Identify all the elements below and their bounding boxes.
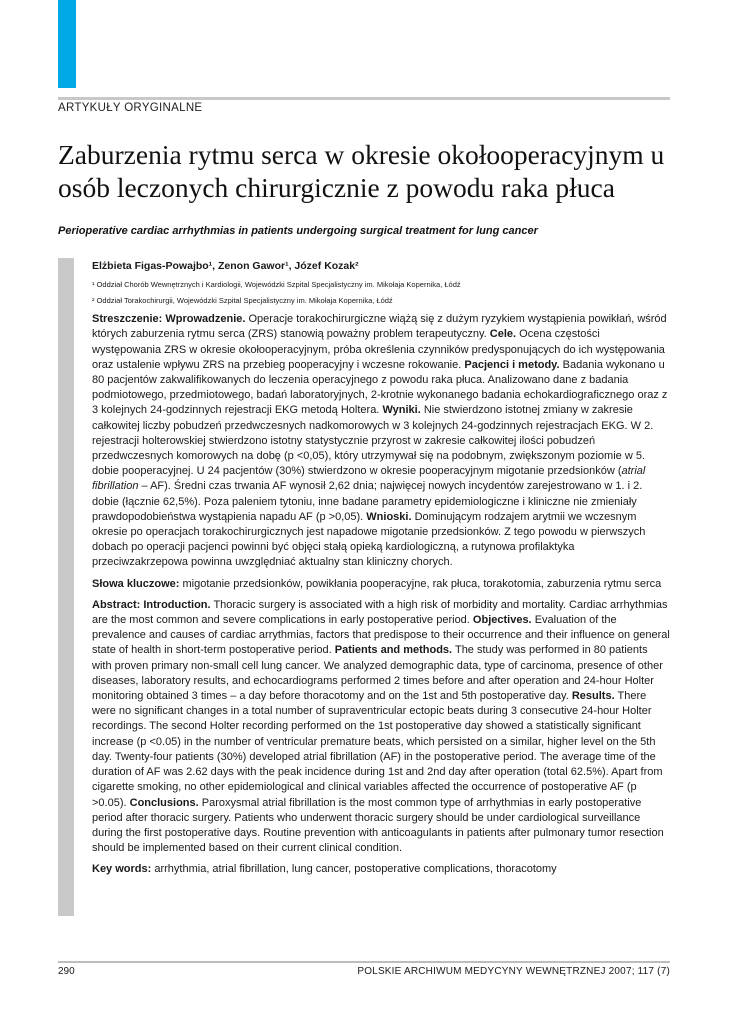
section-label: ARTYKUŁY ORYGINALNE <box>58 102 203 114</box>
english-title: Perioperative cardiac arrhythmias in patients undergoing surgical treatment for lung cancer <box>58 225 538 237</box>
en-heading-objectives: Objectives. <box>472 614 532 627</box>
pl-heading-conclusions: Wnioski. <box>366 510 412 523</box>
pl-keywords-text: migotanie przedsionków, powikłania pooperacyjne, rak płuca, torakotomia, zaburzenia rytmu serca <box>182 577 662 590</box>
en-text-methods: The study was performed in 80 patients with proven primary non-small cell lung cancer. We analyzed demographic data, type of carcinoma, presence of other diseases, laboratory results, and echocardiograms performed 2 times before and after operation and 24-hour Holter monitoring obtained 3 times – a day before thoracotomy and on the 1st and 5th postoperative day. <box>92 644 663 703</box>
affiliation-1: ¹ Oddział Chorób Wewnętrznych i Kardiologii, Wojewódzki Szpital Specjalistyczny im. Mikołaja Kopernika, Łódź <box>92 280 461 290</box>
en-text-conclusions: Paroxysmal atrial fibrillation is the most common type of arrhythmias in early postoperative period after thoracic surgery. Patients who underwent thoracic surgery should be under cardiological surveillance during the first postoperative days. Routine prevention with anticoagulants in patients after pulmonary tumor resection should be implemented based on their current clinical condition. <box>92 796 664 855</box>
english-abstract <box>92 598 670 856</box>
polish-keywords <box>92 577 670 592</box>
polish-abstract <box>92 312 670 570</box>
pl-text-aim: Ocena częstości występowania ZRS w okresie okołooperacyjnym, próba określenia czynników predysponujących do ich występowania oraz ustalenie wpływu ZRS na przebieg pooperacyjny i wczesne rokowanie. <box>92 328 665 371</box>
abstract-content <box>92 259 670 884</box>
pl-text-results-1: Nie stwierdzono istotnej zmiany w zakresie całkowitej liczby pobudzeń przedwczesnych nadkomorowych w 3 kolejnych 24-godzinnych rejestracjach EKG. W 2. rejestracji holterowskiej stwierdzono istotny statystycznie przyrost w zakresie całkowitej ilości pobudzeń przedwczesnych komorowych na dobę (p <0,05), który utrzymywał się na podobnym, zwiększonym poziomie w 5. dobie pooperacyjnej. U 24 pacjentów (30%) stwierdzono w okresie pooperacyjnym migotanie przedsionków ( <box>92 404 654 478</box>
pl-heading-intro: Wprowadzenie. <box>165 313 246 326</box>
author-list: Elżbieta Figas-Powajbo¹, Zenon Gawor¹, Józef Kozak² <box>92 260 359 272</box>
page-number: 290 <box>58 966 75 977</box>
english-keywords <box>92 862 670 877</box>
en-text-results: There were no significant changes in a total number of supraventricular ectopic beats during 3 consecutive 24-hour Holter recordings. The second Holter recording performed on the 1st postoperative day showed a statistically significant increase (p <0.05) in the number of ventricular premature beats, which persisted on a similar, higher level on the 5th day. Twenty-four patients (30%) developed atrial fibrillation (AF) in the postoperative period. The average time of the duration of AF was 2.62 days with the peak incidence during 1st and 2nd day after operation (total 62.5%). Apart from cigarette smoking, no other epidemiological and clinical variables affected the occurrence of postoperative AF (p >0.05). <box>92 690 663 809</box>
en-heading-results: Results. <box>571 690 615 703</box>
abstract-label: Abstract: <box>92 598 141 611</box>
pl-text-intro: Operacje torakochirurgiczne wiążą się z dużym ryzykiem wystąpienia powikłań, wśród których zaburzenia rytmu serca (ZRS) stanowią poważny problem terapeutyczny. <box>92 313 667 341</box>
abstract-side-bar <box>58 258 74 916</box>
en-heading-methods: Patients and methods. <box>334 644 453 657</box>
en-keywords-label: Key words: <box>92 863 152 876</box>
journal-citation: POLSKIE ARCHIWUM MEDYCYNY WEWNĘTRZNEJ 2007; 117 (7) <box>357 966 670 977</box>
pl-text-conclusions: Dominującym rodzajem arytmii we wczesnym okresie po operacjach torakochirurgicznych jest napadowe migotanie przedsionków. Z tego powodu w pierwszych dobach po operacji pacjenci powinni być objęci stałą opieką kardiologiczną, a rutynowa profilaktyka przeciwzakrzepowa powinna uwzględniać aktualny stan kliniczny chorych. <box>92 510 646 569</box>
pl-heading-results: Wyniki. <box>382 404 421 417</box>
streszczenie-label: Streszczenie: <box>92 313 163 326</box>
pl-heading-methods: Pacjenci i metody. <box>464 358 560 371</box>
pl-heading-aim: Cele. <box>489 328 517 341</box>
footer-rule <box>58 961 670 963</box>
article-title: Zaburzenia rytmu serca w okresie okołooperacyjnym u osób leczonych chirurgicznie z powodu raka płuca <box>58 139 665 203</box>
affiliation-2: ² Oddział Torakochirurgii, Wojewódzki Szpital Specjalistyczny im. Mikołaja Kopernika, Łódź <box>92 296 393 306</box>
pl-text-results-2: – AF). Średni czas trwania AF wynosił 2,62 dnia; najwięcej nowych incydentów zarejestrowano w 1. i 2. dobie (łącznie 62,5%). Poza paleniem tytoniu, inne badane parametry epidemiologiczne i kliniczne nie zmieniały prawdopodobieństwa wystąpienia napadu AF (p >0,05). <box>92 480 643 523</box>
pl-text-results-italic: atrial fibrillation <box>92 465 646 493</box>
en-heading-intro: Introduction. <box>143 598 211 611</box>
en-text-objectives: Evaluation of the prevalence and causes of cardiac arrythmias, factors that predispose to their occurrence and their influence on general state of health in short-term postoperative period. <box>92 614 670 657</box>
header-rule <box>58 97 670 100</box>
en-text-intro: Thoracic surgery is associated with a high risk of morbidity and mortality. Cardiac arrhythmias are the most common and severe complications in early postoperative period. <box>92 598 668 627</box>
en-heading-conclusions: Conclusions. <box>129 796 199 809</box>
pl-text-methods: Badania wykonano u 80 pacjentów zakwalifikowanych do leczenia operacyjnego z powodu raka płuca. Analizowano dane z badania podmiotowego, przedmiotowego, badań laboratoryjnych, 2-krotnie wykonanego badania echokardiograficznego oraz z 3 kolejnych 24-godzinnych rejestracji EKG metodą Holtera. <box>92 358 668 417</box>
pl-keywords-label: Słowa kluczowe: <box>92 577 180 590</box>
accent-color-bar <box>58 0 76 88</box>
en-keywords-text: arrhythmia, atrial fibrillation, lung cancer, postoperative complications, thoracotomy <box>154 863 557 876</box>
